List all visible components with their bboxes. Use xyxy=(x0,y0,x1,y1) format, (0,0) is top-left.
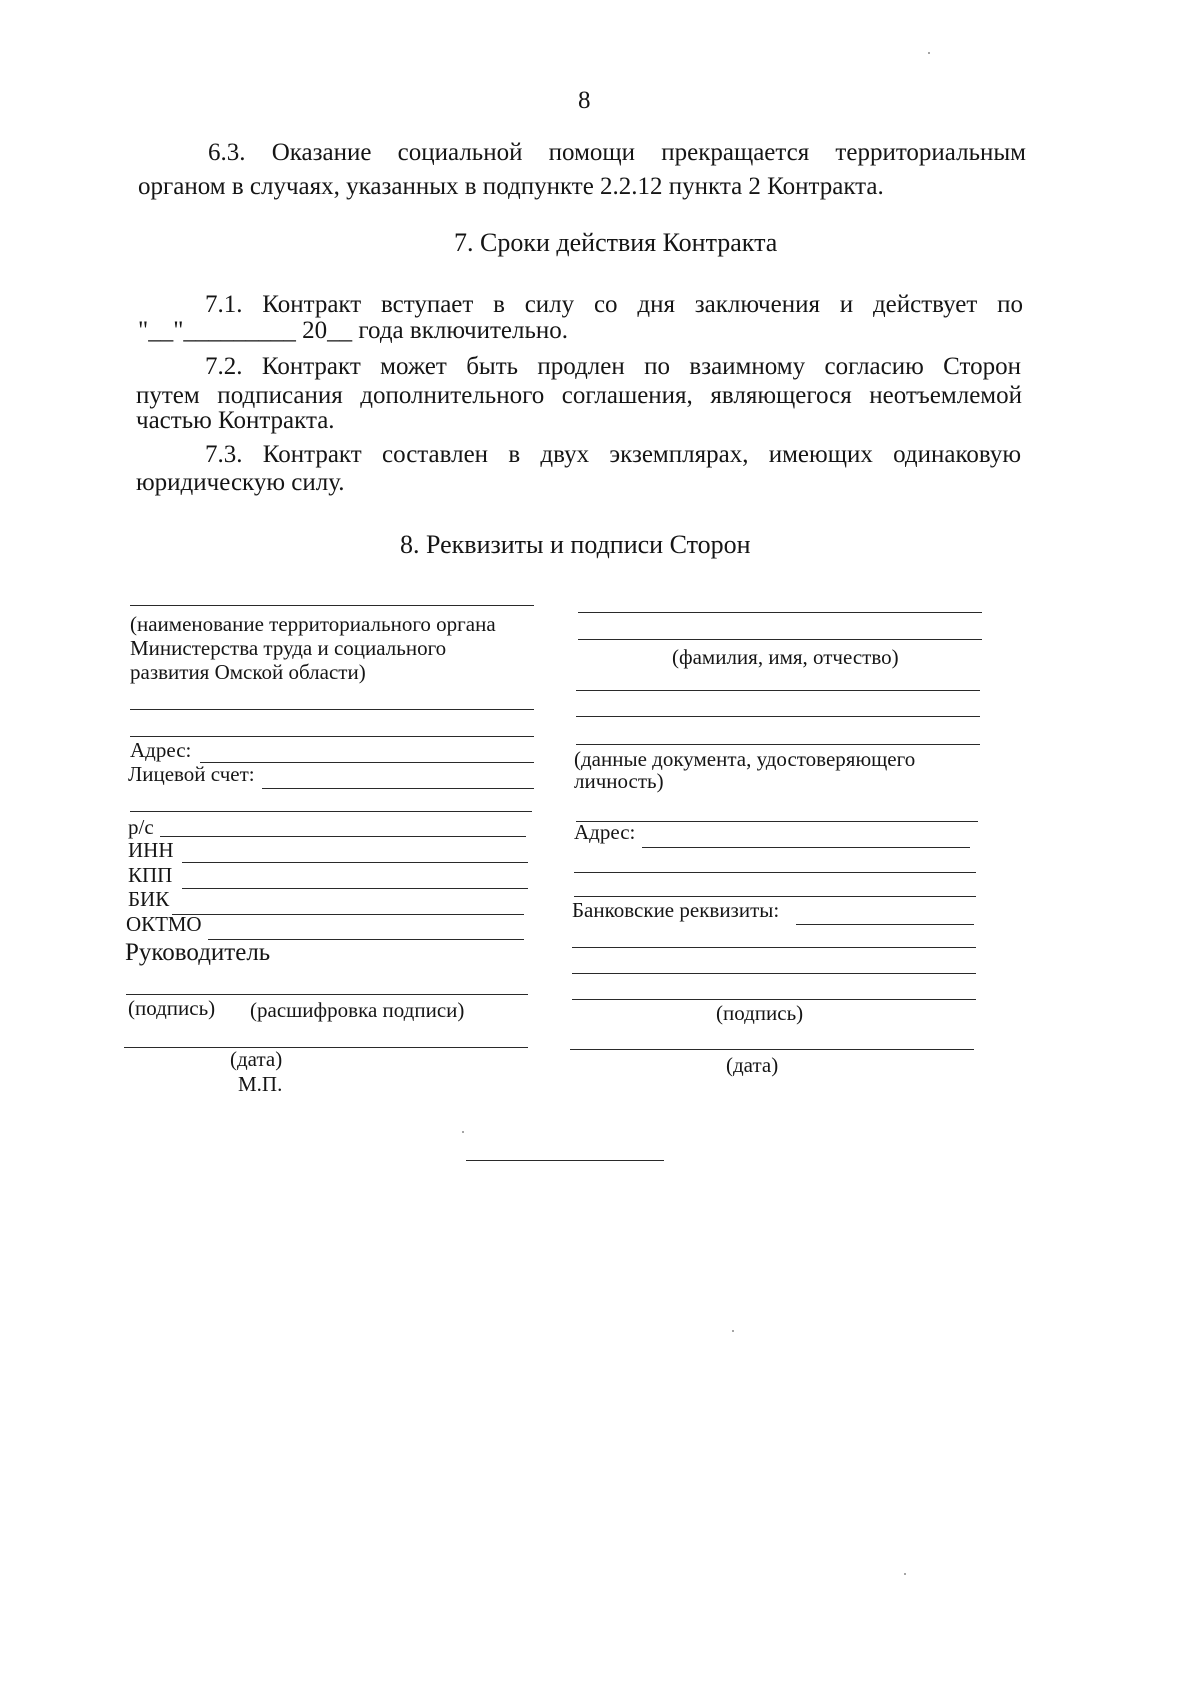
right-blank-line xyxy=(576,821,978,822)
bik-line xyxy=(172,914,524,915)
right-blank-line xyxy=(572,973,976,974)
org-name-line xyxy=(130,605,534,606)
id-doc-line xyxy=(576,744,980,745)
section-7-heading: 7. Сроки действия Контракта xyxy=(454,228,778,257)
bank-details-label: Банковские реквизиты: xyxy=(572,898,780,922)
right-blank-line xyxy=(576,690,980,691)
paragraph-7-2-line-2: путем подписания дополнительного соглашения, являющегося неотъемлемой xyxy=(136,382,1022,409)
scan-speck xyxy=(462,1131,464,1133)
paragraph-7-2-line-3: частью Контракта. xyxy=(136,407,335,434)
id-doc-caption-line-1: (данные документа, удостоверяющего xyxy=(574,747,916,771)
left-signature-caption: (подпись) xyxy=(128,996,216,1020)
bank-details-line xyxy=(796,924,974,925)
kpp-label: КПП xyxy=(128,863,173,887)
account-line xyxy=(262,788,534,789)
left-address-label: Адрес: xyxy=(130,738,192,762)
right-blank-line xyxy=(572,947,976,948)
left-date-caption: (дата) xyxy=(230,1047,283,1071)
org-caption-line-1: (наименование территориального органа xyxy=(130,612,496,636)
right-blank-line xyxy=(578,612,982,613)
paragraph-6-3-line-1: 6.3. Оказание социальной помощи прекращается территориальным xyxy=(208,139,1026,166)
left-blank-line xyxy=(130,736,534,737)
scan-speck xyxy=(928,52,930,54)
inn-label: ИНН xyxy=(128,838,174,862)
org-caption-line-2: Министерства труда и социального xyxy=(130,636,447,660)
left-blank-line xyxy=(130,811,532,812)
end-separator-line xyxy=(466,1160,664,1161)
right-blank-line xyxy=(574,896,976,897)
right-date-line xyxy=(570,1049,974,1050)
right-blank-line xyxy=(576,716,980,717)
paragraph-7-1-line-1: 7.1. Контракт вступает в силу со дня заключения и действует по xyxy=(205,291,1023,318)
inn-line xyxy=(182,862,528,863)
left-signature-line xyxy=(126,994,528,995)
right-date-caption: (дата) xyxy=(726,1053,779,1077)
left-blank-line xyxy=(130,709,534,710)
head-label: Руководитель xyxy=(125,939,271,966)
right-address-label: Адрес: xyxy=(574,820,636,844)
right-address-line xyxy=(642,847,970,848)
account-label: Лицевой счет: xyxy=(128,762,255,786)
rs-label: р/с xyxy=(128,815,154,839)
right-blank-line xyxy=(574,872,976,873)
page-number: 8 xyxy=(578,87,591,114)
right-signature-line xyxy=(572,999,976,1000)
scan-speck xyxy=(904,1573,906,1575)
kpp-line xyxy=(182,888,528,889)
rs-line xyxy=(160,836,526,837)
scan-speck xyxy=(732,1330,734,1332)
fio-caption: (фамилия, имя, отчество) xyxy=(672,645,899,669)
fio-line xyxy=(578,639,982,640)
paragraph-7-2-line-1: 7.2. Контракт может быть продлен по взаимному согласию Сторон xyxy=(205,353,1021,380)
seal-caption: М.П. xyxy=(238,1072,283,1096)
id-doc-caption-line-2: личность) xyxy=(574,769,664,793)
bik-label: БИК xyxy=(128,887,170,911)
paragraph-6-3-line-2: органом в случаях, указанных в подпункте 2.2.12 пункта 2 Контракта. xyxy=(138,173,884,200)
section-8-heading: 8. Реквизиты и подписи Сторон xyxy=(400,530,751,559)
right-signature-caption: (подпись) xyxy=(716,1001,804,1025)
paragraph-7-3-line-1: 7.3. Контракт составлен в двух экземплярах, имеющих одинаковую xyxy=(205,441,1021,468)
org-caption-line-3: развития Омской области) xyxy=(130,660,366,684)
left-date-line xyxy=(124,1047,528,1048)
oktmo-label: ОКТМО xyxy=(126,912,202,936)
signature-decode-caption: (расшифровка подписи) xyxy=(250,998,465,1022)
paragraph-7-1-line-2: "__"_________ 20__ года включительно. xyxy=(138,317,569,344)
paragraph-7-3-line-2: юридическую силу. xyxy=(136,469,345,496)
